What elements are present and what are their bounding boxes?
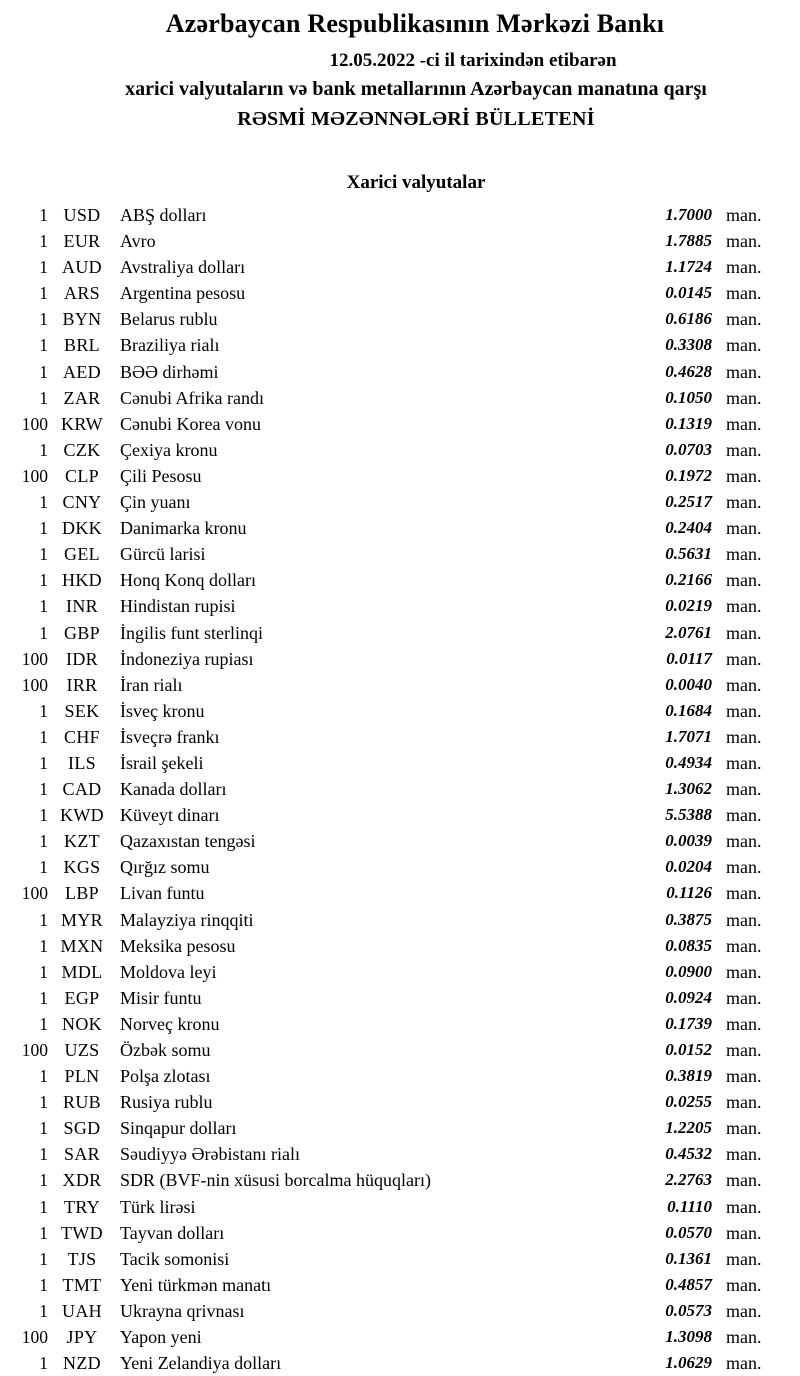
rate-value: 0.1110: [667, 1196, 712, 1216]
currency-code: MYR: [61, 909, 103, 930]
rate-row-cny: [0, 489, 800, 515]
currency-name: Sinqapur dolları: [120, 1118, 237, 1139]
currency-name: Cənubi Afrika randı: [120, 387, 264, 408]
rate-unit: man.: [726, 1353, 762, 1374]
rate-unit: man.: [726, 987, 762, 1008]
rate-unit: man.: [726, 439, 762, 460]
currency-code: ARS: [64, 283, 100, 304]
rate-value: 0.2404: [665, 518, 712, 538]
currency-code: IDR: [66, 648, 98, 669]
currency-name: Cənubi Korea vonu: [120, 413, 261, 434]
currency-name: Moldova leyi: [120, 961, 217, 982]
currency-name: İndoneziya rupiası: [120, 648, 254, 669]
rate-value: 0.0570: [665, 1222, 712, 1242]
rate-row-byn: [0, 306, 800, 332]
rate-unit: man.: [726, 726, 762, 747]
rate-unit: man.: [726, 205, 762, 225]
currency-code: TWD: [61, 1222, 103, 1243]
rate-quantity: 100: [21, 674, 48, 695]
rate-value: 0.0145: [665, 283, 712, 303]
currency-name: BƏƏ dirhəmi: [120, 361, 219, 382]
rate-row-hkd: [0, 567, 800, 593]
rate-value: 0.4934: [665, 752, 712, 772]
currency-name: Çin yuanı: [120, 492, 191, 513]
rate-unit: man.: [726, 1013, 762, 1034]
currency-name: Malayziya rinqqiti: [120, 909, 254, 930]
bulletin-title: RƏSMİ MƏZƏNNƏLƏRİ BÜLLETENİ: [237, 108, 595, 130]
currency-code: SAR: [64, 1144, 100, 1165]
currency-code: TRY: [64, 1196, 100, 1217]
rate-quantity: 1: [39, 987, 48, 1008]
rate-row-myr: [0, 907, 800, 933]
rate-row-kzt: [0, 828, 800, 854]
rate-unit: man.: [726, 413, 762, 434]
rate-unit: man.: [726, 909, 762, 930]
currency-name: Küveyt dinarı: [120, 805, 220, 826]
currency-code: INR: [66, 596, 98, 617]
rate-quantity: 1: [39, 752, 48, 773]
rate-quantity: 1: [39, 622, 48, 643]
currency-code: TJS: [67, 1248, 97, 1269]
rate-unit: man.: [726, 518, 762, 539]
rate-quantity: 1: [39, 570, 48, 591]
rate-value: 1.7885: [665, 231, 712, 251]
rate-quantity: 1: [39, 805, 48, 826]
currency-name: Türk lirəsi: [120, 1196, 196, 1217]
rate-value: 0.1126: [666, 883, 712, 903]
currency-code: UAH: [62, 1300, 102, 1321]
rate-value: 0.1684: [665, 700, 712, 720]
currency-name: Misir funtu: [120, 987, 202, 1008]
rate-value: 1.7071: [665, 726, 712, 746]
rate-value: 1.1724: [665, 257, 712, 277]
rate-quantity: 100: [21, 1327, 48, 1348]
rate-row-jpy: [0, 1324, 800, 1350]
rate-quantity: 1: [39, 387, 48, 408]
rate-value: 0.1361: [665, 1248, 712, 1268]
currency-code: CNY: [62, 492, 102, 513]
rate-quantity: 100: [21, 883, 48, 904]
currency-code: HKD: [62, 570, 102, 591]
rate-row-gel: [0, 541, 800, 567]
currency-code: CHF: [64, 726, 100, 747]
rate-unit: man.: [726, 700, 762, 721]
rate-row-mxn: [0, 933, 800, 959]
rate-quantity: 1: [39, 1196, 48, 1217]
currency-code: AED: [63, 361, 101, 382]
rate-unit: man.: [726, 674, 762, 695]
rate-quantity: 1: [39, 779, 48, 800]
rate-unit: man.: [726, 570, 762, 591]
rate-quantity: 1: [39, 518, 48, 539]
rate-unit: man.: [726, 883, 762, 904]
rate-value: 0.4857: [665, 1274, 712, 1294]
rate-row-egp: [0, 985, 800, 1011]
rate-value: 1.3098: [665, 1327, 712, 1347]
rate-value: 0.5631: [665, 544, 712, 564]
rate-quantity: 1: [39, 700, 48, 721]
rate-quantity: 1: [39, 596, 48, 617]
rate-unit: man.: [726, 596, 762, 617]
currency-name: Livan funtu: [120, 883, 205, 904]
currency-code: SEK: [64, 700, 100, 721]
rate-value: 0.4628: [665, 361, 712, 381]
rate-quantity: 1: [39, 439, 48, 460]
currency-code: UZS: [64, 1040, 100, 1060]
rate-row-pln: [0, 1063, 800, 1089]
rate-row-aud: [0, 254, 800, 280]
currency-name: ABŞ dolları: [120, 205, 207, 225]
rate-row-sek: [0, 698, 800, 724]
rate-unit: man.: [726, 387, 762, 408]
rate-row-tmt: [0, 1272, 800, 1298]
rate-unit: man.: [726, 1118, 762, 1139]
rate-row-usd: [0, 202, 800, 228]
rate-quantity: 1: [39, 961, 48, 982]
currency-name: Tayvan dolları: [120, 1222, 225, 1243]
currency-name: SDR (BVF-nin xüsusi borcalma hüquqları): [120, 1170, 431, 1191]
rate-row-lbp: [0, 880, 800, 906]
rate-unit: man.: [726, 935, 762, 956]
rate-unit: man.: [726, 1092, 762, 1113]
currency-name: Braziliya rialı: [120, 335, 220, 356]
rate-unit: man.: [726, 1274, 762, 1295]
section-title-foreign-currencies: Xarici valyutalar: [346, 172, 486, 193]
currency-code: EGP: [64, 987, 100, 1008]
rate-quantity: 1: [39, 361, 48, 382]
currency-name: Tacik somonisi: [120, 1248, 230, 1269]
rate-value: 0.0219: [665, 596, 712, 616]
rate-unit: man.: [726, 1196, 762, 1217]
rate-quantity: 100: [21, 1040, 48, 1060]
rate-row-kgs: [0, 854, 800, 880]
rate-value: 1.7000: [665, 205, 712, 224]
rate-value: 0.3819: [665, 1066, 712, 1086]
rate-quantity: 1: [39, 1274, 48, 1295]
currency-name: Gürcü larisi: [120, 544, 206, 565]
rate-quantity: 100: [21, 465, 48, 486]
currency-code: TMT: [62, 1274, 102, 1295]
rate-row-sgd: [0, 1115, 800, 1141]
rate-quantity: 1: [39, 1222, 48, 1243]
rate-unit: man.: [726, 1170, 762, 1191]
rate-unit: man.: [726, 1222, 762, 1243]
rate-value: 0.3875: [665, 909, 712, 929]
rate-row-irr: [0, 672, 800, 698]
rate-quantity: 1: [39, 1300, 48, 1321]
rate-quantity: 1: [39, 831, 48, 852]
rate-value: 1.0629: [665, 1353, 712, 1373]
rate-value: 0.0039: [665, 831, 712, 851]
currency-code: BYN: [62, 309, 102, 330]
rate-row-gbp: [0, 620, 800, 646]
rate-row-xdr: [0, 1167, 800, 1193]
rate-quantity: 1: [39, 492, 48, 513]
rate-unit: man.: [726, 335, 762, 356]
rate-row-cad: [0, 776, 800, 802]
rate-row-inr: [0, 593, 800, 619]
rate-unit: man.: [726, 544, 762, 565]
rate-row-ars: [0, 280, 800, 306]
currency-name: Honq Konq dolları: [120, 570, 256, 591]
rate-row-clp: [0, 463, 800, 489]
currency-name: Danimarka kronu: [120, 518, 247, 539]
currency-code: RUB: [63, 1092, 101, 1113]
rate-unit: man.: [726, 1144, 762, 1165]
currency-code: MDL: [61, 961, 103, 982]
rate-unit: man.: [726, 831, 762, 852]
rate-quantity: 100: [21, 648, 48, 669]
rate-value: 0.0924: [665, 987, 712, 1007]
rate-value: 2.2763: [665, 1170, 712, 1190]
currency-name: Avstraliya dolları: [120, 257, 246, 278]
rate-value: 0.1319: [665, 413, 712, 433]
rate-unit: man.: [726, 805, 762, 826]
currency-code: NZD: [63, 1353, 101, 1374]
rate-quantity: 1: [39, 283, 48, 304]
currency-name: Rusiya rublu: [120, 1092, 213, 1113]
rate-quantity: 1: [39, 309, 48, 330]
rate-row-ils: [0, 750, 800, 776]
currency-name: Yeni Zelandiya dolları: [120, 1353, 282, 1374]
currency-code: GBP: [64, 622, 100, 643]
rate-value: 0.1050: [665, 387, 712, 407]
rate-row-uzs: [0, 1037, 800, 1063]
rate-value: 0.3308: [665, 335, 712, 355]
currency-name: İran rialı: [120, 674, 183, 695]
rate-row-brl: [0, 332, 800, 358]
currency-name: Özbək somu: [120, 1040, 211, 1060]
rate-unit: man.: [726, 309, 762, 330]
rate-row-zar: [0, 385, 800, 411]
rate-row-idr: [0, 646, 800, 672]
rate-unit: man.: [726, 283, 762, 304]
rate-quantity: 1: [39, 257, 48, 278]
rate-quantity: 1: [39, 1066, 48, 1087]
currency-name: Yeni türkmən manatı: [120, 1274, 272, 1295]
rate-value: 2.0761: [665, 622, 712, 642]
rate-value: 1.2205: [665, 1118, 712, 1138]
rate-unit: man.: [726, 648, 762, 669]
currency-name: İsveç kronu: [120, 700, 205, 721]
rate-unit: man.: [726, 257, 762, 278]
rate-quantity: 1: [39, 335, 48, 356]
currency-name: İsrail şekeli: [120, 752, 204, 773]
rate-row-sar: [0, 1141, 800, 1167]
rate-value: 5.5388: [665, 805, 712, 825]
exchange-rates-table: [0, 202, 800, 1376]
currency-code: CLP: [65, 465, 99, 486]
rate-unit: man.: [726, 1248, 762, 1269]
rate-unit: man.: [726, 752, 762, 773]
rate-unit: man.: [726, 361, 762, 382]
currency-code: AUD: [62, 257, 102, 278]
rate-quantity: 1: [39, 1092, 48, 1113]
currency-name: Qırğız somu: [120, 857, 210, 878]
rate-quantity: 1: [39, 857, 48, 878]
currency-code: KGS: [63, 857, 101, 878]
rate-value: 0.0900: [665, 961, 712, 981]
rate-quantity: 1: [39, 935, 48, 956]
rate-quantity: 1: [39, 726, 48, 747]
currency-code: ZAR: [63, 387, 101, 408]
rate-row-try: [0, 1194, 800, 1220]
currency-name: Polşa zlotası: [120, 1066, 211, 1087]
rate-unit: man.: [726, 779, 762, 800]
rate-row-twd: [0, 1220, 800, 1246]
rate-quantity: 1: [39, 1353, 48, 1374]
rate-value: 0.0204: [665, 857, 712, 877]
rate-row-eur: [0, 228, 800, 254]
currency-code: DKK: [62, 518, 102, 539]
rate-row-krw: [0, 411, 800, 437]
currency-code: JPY: [66, 1327, 98, 1348]
rate-value: 0.0117: [666, 648, 712, 668]
rate-row-chf: [0, 724, 800, 750]
rate-row-rub: [0, 1089, 800, 1115]
currency-code: XDR: [62, 1170, 102, 1191]
rate-quantity: 1: [39, 231, 48, 252]
rate-row-aed: [0, 359, 800, 385]
currency-code: MXN: [60, 935, 104, 956]
rate-value: 0.0255: [665, 1092, 712, 1112]
rate-unit: man.: [726, 1327, 762, 1348]
rate-unit: man.: [726, 231, 762, 252]
subject-line: xarici valyutaların və bank metallarının Azərbaycan manatına qarşı: [125, 78, 707, 100]
rate-unit: man.: [726, 1066, 762, 1087]
rate-unit: man.: [726, 961, 762, 982]
currency-name: Ukrayna qrivnası: [120, 1300, 245, 1321]
currency-name: İsveçrə frankı: [120, 726, 220, 747]
currency-name: Qazaxıstan tengəsi: [120, 831, 256, 852]
currency-code: GEL: [64, 544, 100, 565]
currency-name: Çili Pesosu: [120, 465, 202, 486]
currency-name: Səudiyyə Ərəbistanı rialı: [120, 1144, 300, 1165]
currency-code: KZT: [64, 831, 100, 852]
rate-quantity: 1: [39, 909, 48, 930]
rate-value: 0.0152: [665, 1040, 712, 1059]
rate-value: 0.6186: [665, 309, 712, 329]
currency-name: İngilis funt sterlinqi: [120, 622, 263, 643]
rate-quantity: 1: [39, 1013, 48, 1034]
currency-name: Meksika pesosu: [120, 935, 236, 956]
currency-code: CAD: [62, 779, 102, 800]
rate-row-kwd: [0, 802, 800, 828]
rate-unit: man.: [726, 465, 762, 486]
currency-code: NOK: [62, 1013, 102, 1034]
currency-code: USD: [63, 205, 101, 225]
bank-name-title: Azərbaycan Respublikasının Mərkəzi Bankı: [165, 9, 665, 38]
bulletin-header: [0, 0, 800, 134]
rate-value: 0.4532: [665, 1144, 712, 1164]
rate-row-nok: [0, 1011, 800, 1037]
rate-value: 1.3062: [665, 779, 712, 799]
rate-unit: man.: [726, 622, 762, 643]
currency-code: CZK: [63, 439, 101, 460]
currency-code: SGD: [63, 1118, 101, 1139]
currency-code: KRW: [61, 413, 103, 434]
rate-value: 0.0703: [665, 439, 712, 459]
currency-code: BRL: [64, 335, 100, 356]
currency-name: Belarus rublu: [120, 309, 218, 330]
rate-value: 0.1739: [665, 1013, 712, 1033]
rate-unit: man.: [726, 1300, 762, 1321]
currency-name: Hindistan rupisi: [120, 596, 236, 617]
rate-row-nzd: [0, 1350, 800, 1376]
rate-quantity: 1: [39, 1170, 48, 1191]
currency-code: KWD: [60, 805, 104, 826]
rate-unit: man.: [726, 857, 762, 878]
currency-name: Kanada dolları: [120, 779, 227, 800]
rate-value: 0.2517: [665, 492, 712, 512]
rate-unit: man.: [726, 492, 762, 513]
rate-value: 0.1972: [665, 465, 712, 485]
currency-code: LBP: [65, 883, 99, 904]
rate-quantity: 100: [21, 413, 48, 434]
rate-quantity: 1: [39, 205, 48, 225]
currency-name: Avro: [120, 231, 156, 252]
rate-quantity: 1: [39, 544, 48, 565]
currency-name: Çexiya kronu: [120, 439, 218, 460]
currency-code: IRR: [66, 674, 98, 695]
rate-row-mdl: [0, 959, 800, 985]
rate-quantity: 1: [39, 1118, 48, 1139]
rate-value: 0.0040: [665, 674, 712, 694]
rate-value: 0.0835: [665, 935, 712, 955]
rate-unit: man.: [726, 1040, 762, 1060]
rate-quantity: 1: [39, 1144, 48, 1165]
currency-code: ILS: [68, 752, 96, 773]
currency-code: EUR: [63, 231, 101, 252]
currency-name: Argentina pesosu: [120, 283, 246, 304]
rate-value: 0.0573: [665, 1300, 712, 1320]
rate-row-dkk: [0, 515, 800, 541]
currency-name: Norveç kronu: [120, 1013, 220, 1034]
rate-row-tjs: [0, 1246, 800, 1272]
rate-row-uah: [0, 1298, 800, 1324]
currency-code: PLN: [64, 1066, 100, 1087]
effective-date-line: 12.05.2022 -ci il tarixindən etibarən: [329, 50, 617, 71]
currency-name: Yapon yeni: [120, 1327, 202, 1348]
rate-row-czk: [0, 437, 800, 463]
rate-value: 0.2166: [665, 570, 712, 590]
rate-quantity: 1: [39, 1248, 48, 1269]
